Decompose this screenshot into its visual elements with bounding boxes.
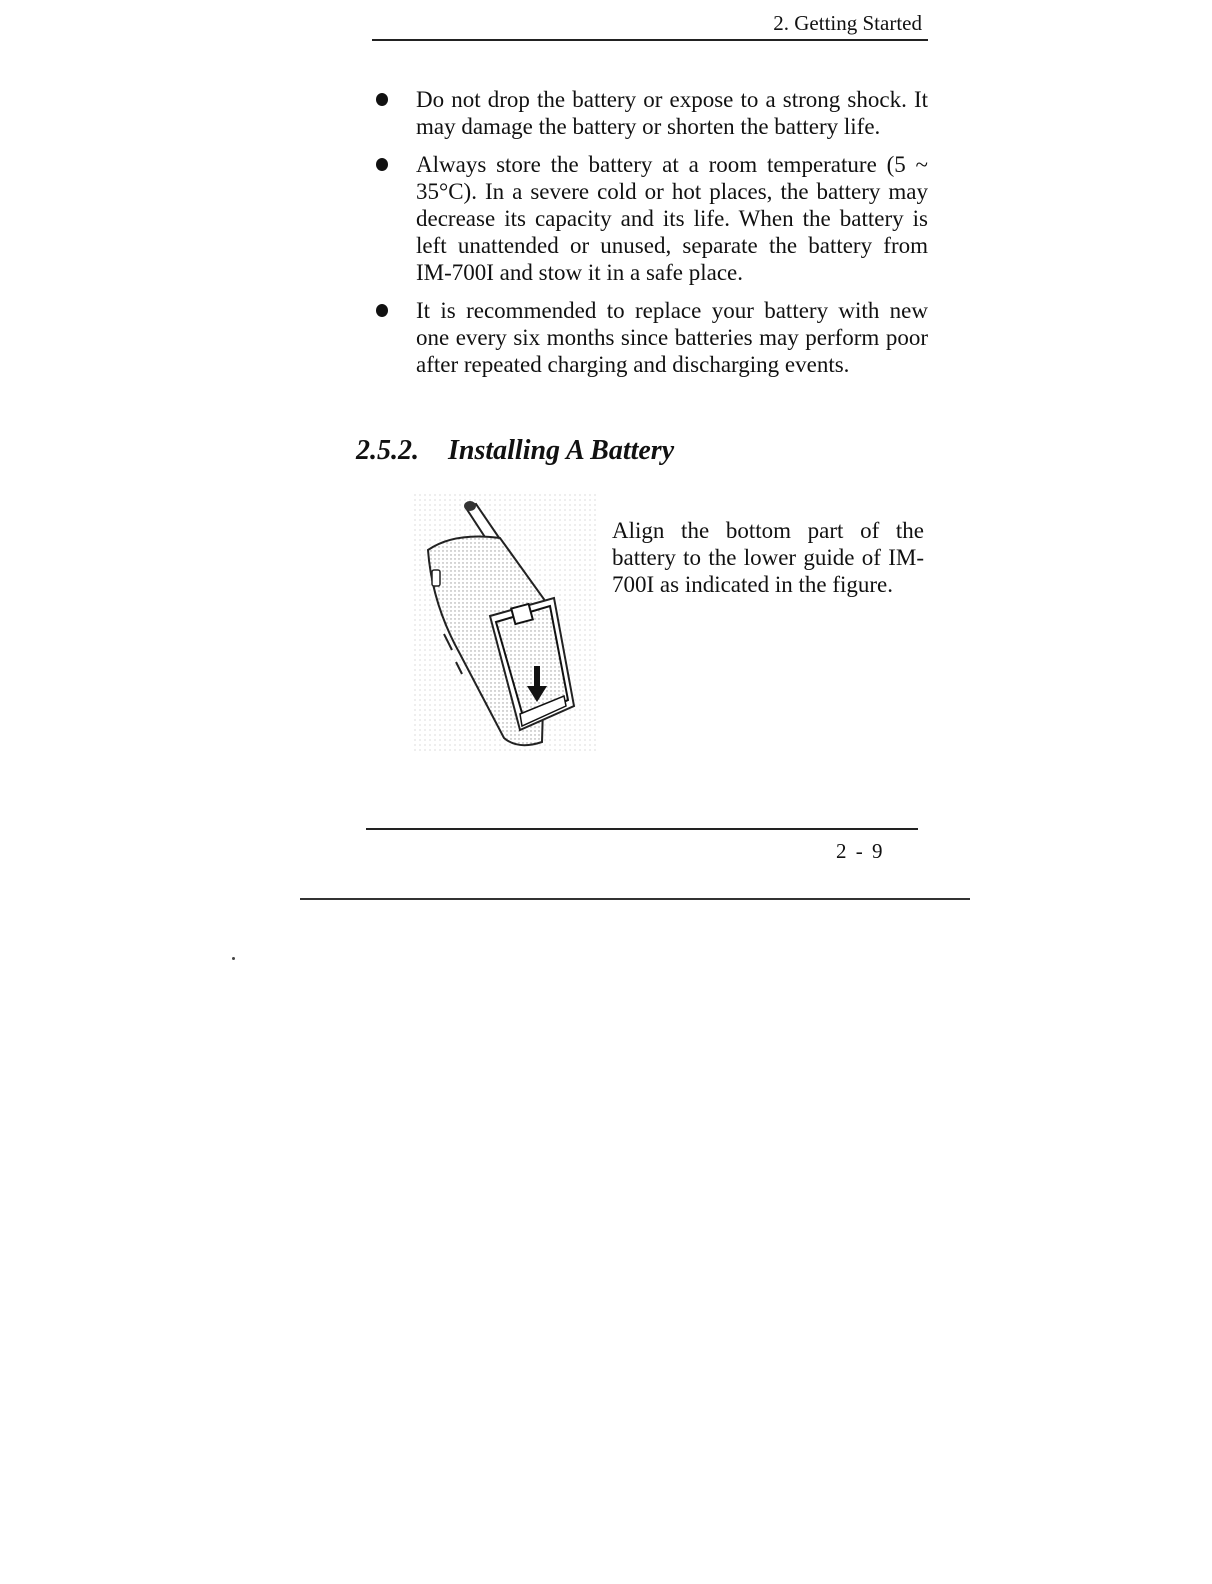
bullet-text: Do not drop the battery or expose to a strong shock. It may damage the battery or shorten the battery life. bbox=[416, 87, 928, 139]
phone-battery-illustration-icon bbox=[414, 494, 596, 752]
figure-instruction: Align the bottom part of the battery to the lower guide of IM-700I as indicated in the figure. bbox=[612, 518, 924, 597]
section-number: 2.5.2. bbox=[356, 435, 419, 466]
bullet-list bbox=[362, 86, 928, 389]
section-title: Installing A Battery bbox=[448, 435, 675, 466]
list-item bbox=[362, 297, 928, 378]
bullet-text: Always store the battery at a room temperature (5 ~ 35°C). In a severe cold or hot places, the battery may decrease its capacity and its life. When the battery is left unattended or unused, separate the battery from IM-700I and stow it in a safe place. bbox=[416, 152, 928, 285]
header-divider bbox=[372, 39, 928, 41]
figure bbox=[414, 494, 596, 752]
running-header: 2. Getting Started bbox=[773, 11, 922, 35]
section-heading bbox=[356, 434, 674, 468]
list-item bbox=[362, 86, 928, 140]
list-item bbox=[362, 151, 928, 286]
bullet-icon bbox=[376, 158, 388, 171]
page-number: 2 - 9 bbox=[836, 839, 885, 863]
bullet-icon bbox=[376, 93, 388, 106]
bullet-text: It is recommended to replace your battery with new one every six months since batteries may perform poor after repeated charging and discharging events. bbox=[416, 298, 928, 377]
footer-divider bbox=[366, 828, 918, 830]
bullet-icon bbox=[376, 304, 388, 317]
scan-edge-line bbox=[300, 898, 970, 900]
scan-speck bbox=[232, 957, 235, 960]
